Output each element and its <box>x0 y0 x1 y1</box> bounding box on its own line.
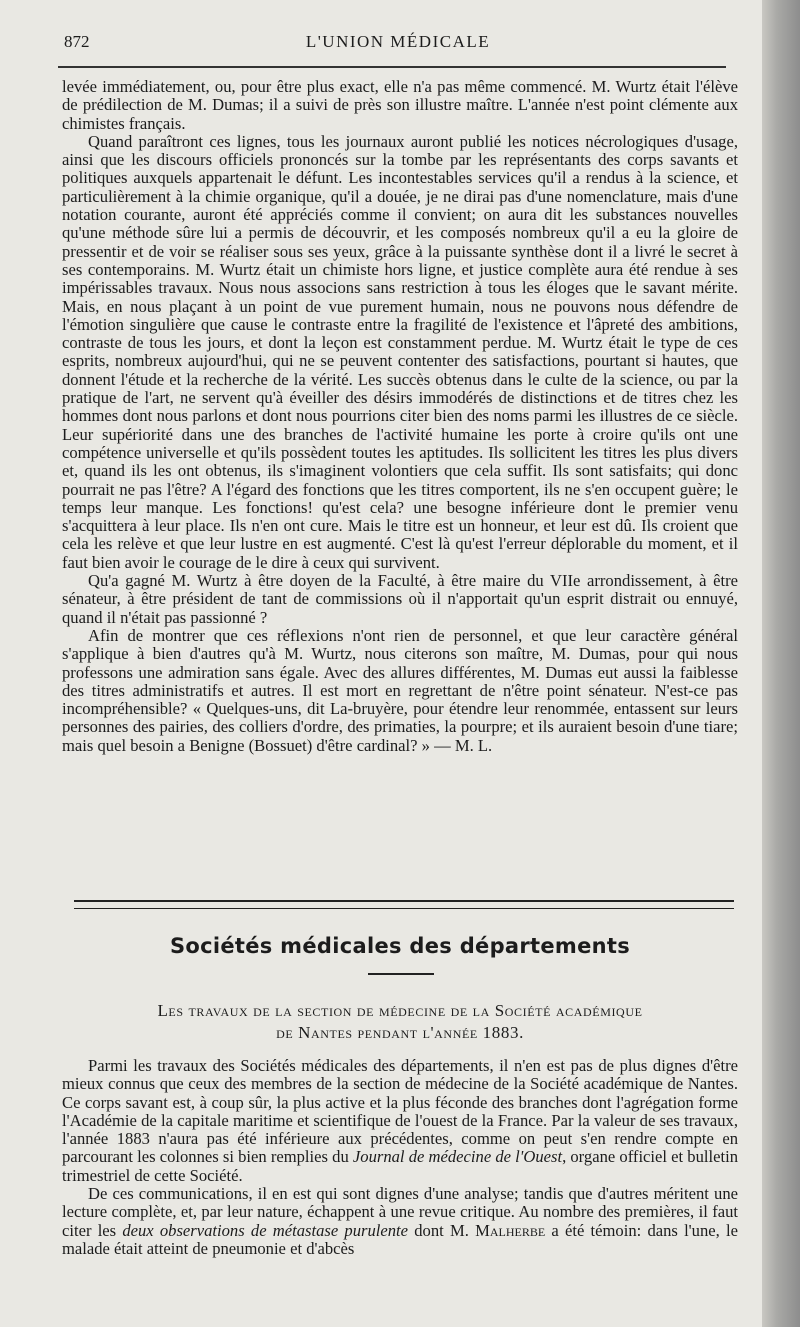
journal-title: Journal de médecine de l'Ouest <box>352 1147 563 1167</box>
emphasis: deux observations de métastase purulente <box>122 1220 409 1240</box>
paragraph-continued: levée immédiatement, ou, pour être plus exact, elle n'a pas même commencé. M. Wurtz était l'élève de prédilection de M. Dumas; il a suivi de près son illustre maître. L'année n'est point clémente aux chimistes français. <box>62 77 738 133</box>
article-title <box>62 1000 738 1044</box>
paragraph <box>62 1057 738 1185</box>
page-header <box>58 32 738 62</box>
author-name: Malherbe <box>475 1220 546 1240</box>
paragraph: Quand paraîtront ces lignes, tous les journaux auront publié les notices nécrologiques d'usage, ainsi que les discours officiels prononcés sur la tombe par les représentants des corps savants et politiques auxquels appartenait le défunt. Les incontestables services qu'il a rendus à la science, et particulièrement à la chimie organique, qu'il a douée, je ne dirai pas d'une nomenclature, mais d'une notation courante, auront été appréciés comme il convient; on aura dit les substances nouvelles qu'une méthode sûre lui a permis de découvrir, et les composés nombreux qu'il a eu la gloire de pressentir et de voir se réaliser sous ses yeux, grâce à la puissante synthèse dont il a livré le secret à ses contemporains. M. Wurtz était un chimiste hors ligne, et justice complète aura été rendue à ses impérissables travaux. Nous nous associons sans restriction à tous les éloges que le savant mérite. Mais, en nous plaçant à un point de vue purement humain, nous ne pouvons nous défendre de l'émotion singulière que cause le contraste entre la fragilité de l'existence et l'âpreté des ambitions, contraste de tous les jours, et dont la leçon est constamment perdue. M. Wurtz était le type de ces esprits, nombreux aujourd'hui, qui ne se peuvent contenter des satisfactions, pourtant si hautes, que donnent l'étude et la recherche de la vérité. Les succès obtenus dans le culte de la science, ou par la pratique de l'art, ne servent qu'à éveiller des désirs immodérés de distinctions et de titres chez les hommes dont nous parlons et dont nous pourrions citer bien des noms parmi les illustres de ce siècle. Leur supériorité dans une des branches de l'activité humaine les porte à croire qu'ils ont une compétence universelle et qu'ils possèdent toutes les aptitudes. Ils sollicitent les titres les plus divers et, quand ils les ont obtenus, ils s'imaginent volontiers que cela suffit. Ils sont satisfaits; qui donc pourrait ne pas l'être? A l'égard des fonctions que les titres comportent, ils ne s'en occupent guère; le temps leur manque. Les fonctions! qu'est cela? une besogne inférieure dont le premier venu s'acquittera à leur place. Ils n'en ont cure. Mais le titre est un honneur, et leur est dû. Ils croient que cela les relève et que leur lustre en est augmenté. C'est là qu'est l'erreur déplorable du moment, et il faut bien avoir le courage de le dire à ceux qui survivent. <box>62 131 738 572</box>
section-divider <box>74 900 734 909</box>
paragraph-text: De ces communications, il en est qui sont dignes d'une analyse; tandis que d'autres méritent une lecture complète, et, par leur nature, échappent à une revue critique. Au nombre des premières, il faut citer les <box>62 1184 738 1240</box>
running-title: L'UNION MÉDICALE <box>305 32 491 51</box>
article-body <box>62 78 738 755</box>
paragraph-text: , organe officiel et bulletin trimestriel de cette Société. <box>62 1147 739 1185</box>
title-underline <box>368 973 434 975</box>
paragraph-text: dont M. <box>408 1220 476 1240</box>
page-edge-shadow <box>762 0 800 1327</box>
paragraph-text: Parmi les travaux des Sociétés médicales des départements, il n'en est pas de plus dignes d'être mieux connus que ceux des membres de la section de médecine de la Société académique de Nantes. Ce corps savant est, à coup sûr, la plus active et la plus féconde des branches dont l'agrégation forme l'Académie de la capitale maritime et scientifique de l'ouest de la France. Par la valeur de ses travaux, l'année 1883 n'aura pas été inférieure aux précédentes, comme on peut s'en rendre compte en parcourant les colonnes si bien remplies du <box>62 1056 738 1167</box>
paragraph <box>62 1185 738 1258</box>
paragraph: Afin de montrer que ces réflexions n'ont rien de personnel, et que leur caractère général s'applique à bien d'autres qu'à M. Wurtz, nous citerons son maître, M. Dumas, pour qui nous professons une admiration sans égale. Avec des allures différentes, M. Dumas eut aussi la faiblesse des titres administratifs et autres. Il est mort en regrettant de n'être point sénateur. N'est-ce pas incompréhensible? « Quelques-uns, dit La-bruyère, pour étendre leur renommée, entassent sur leurs personnes des pairies, des colliers d'ordre, des primaties, la pourpre; et ils auraient besoin d'une tiare; mais quel besoin a Benigne (Bossuet) d'être cardinal? » — M. L. <box>62 625 738 755</box>
article-title-line-1: Les travaux de la section de médecine de la Société académique <box>157 1001 643 1020</box>
page-number: 872 <box>64 32 90 51</box>
article-body-2 <box>62 1057 738 1258</box>
section-title: Sociétés médicales des départements <box>169 934 631 958</box>
article-title-line-2: de Nantes pendant l'année 1883. <box>276 1023 524 1042</box>
header-rule <box>58 66 726 68</box>
paragraph-text: a été témoin: dans l'une, le malade était atteint de pneumonie et d'abcès <box>62 1220 738 1258</box>
paragraph: Qu'a gagné M. Wurtz à être doyen de la Faculté, à être maire du VIIe arrondissement, à être sénateur, à être président de tant de commissions où il n'apportait qu'un esprit distrait ou ennuyé, quand il n'était pas passionné ? <box>62 571 738 627</box>
